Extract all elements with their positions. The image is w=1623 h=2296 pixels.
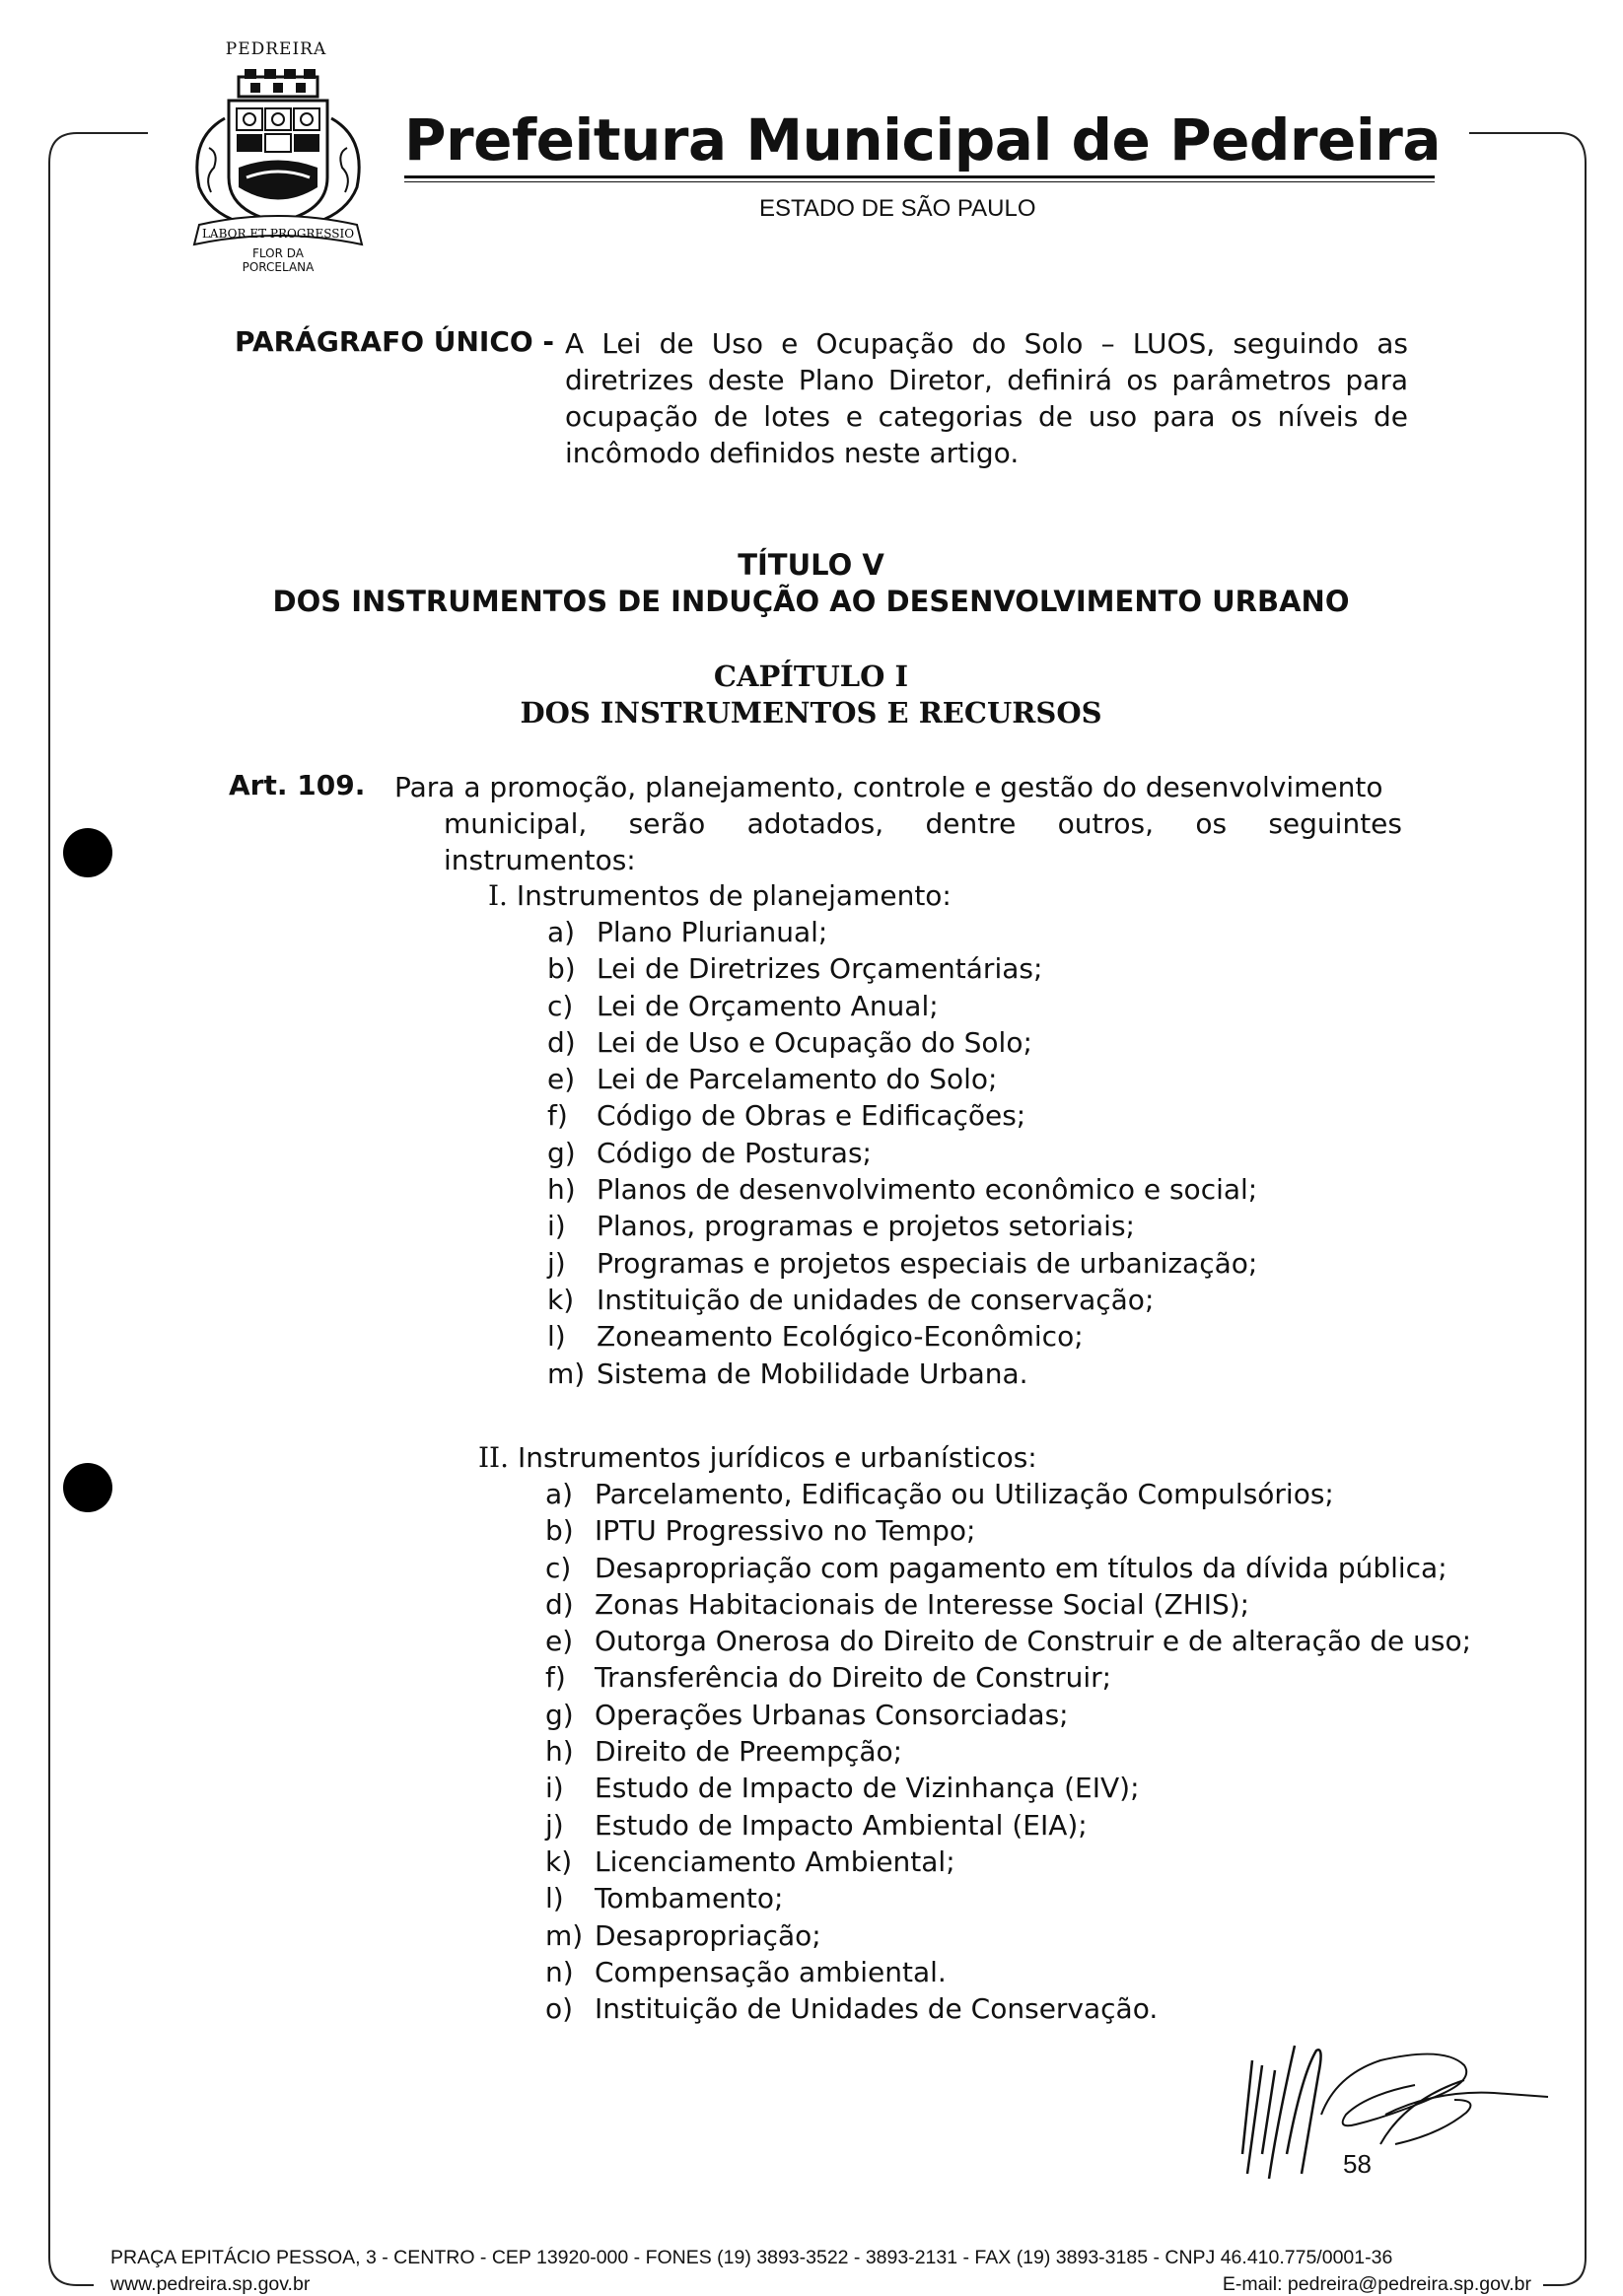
list-item-text: Direito de Preempção; [595, 1735, 903, 1769]
binder-punch-hole [63, 1463, 112, 1512]
list-item-letter: d) [547, 1025, 576, 1059]
section-roman-numeral: I. [488, 879, 508, 912]
list-item-letter: i) [547, 1210, 566, 1243]
state-subtitle: ESTADO DE SÃO PAULO [759, 195, 1036, 222]
list-item-text: Sistema de Mobilidade Urbana. [597, 1357, 1028, 1390]
binder-punch-hole [63, 828, 112, 877]
article-label: Art. 109. [229, 769, 366, 801]
section-juridicos-urbanisticos [478, 1439, 1482, 2027]
list-item [545, 1623, 1482, 1659]
instrument-list [545, 1476, 1482, 2027]
list-item-text: Estudo de Impacto Ambiental (EIA); [595, 1808, 1088, 1842]
list-item [545, 1697, 1482, 1733]
list-item-text: Licenciamento Ambiental; [595, 1844, 955, 1878]
section-heading-text: Instrumentos jurídicos e urbanísticos: [517, 1441, 1037, 1474]
list-item-text: Código de Posturas; [597, 1136, 872, 1169]
list-item [547, 1061, 1257, 1097]
capitulo-heading: CAPÍTULO I [713, 660, 909, 693]
article-text-line2: municipal, serão adotados, dentre outros, os seguintes instrumentos: [444, 807, 1402, 876]
title-rule-thin [404, 181, 1435, 182]
list-item-text: Instituição de unidades de conservação; [597, 1283, 1155, 1316]
list-item-text: Lei de Parcelamento do Solo; [597, 1063, 998, 1096]
list-item-letter: i) [545, 1772, 564, 1805]
list-item-letter: h) [545, 1735, 574, 1769]
list-item-text: Zoneamento Ecológico-Econômico; [597, 1320, 1084, 1354]
list-item [545, 1807, 1482, 1844]
list-item-text: Transferência do Direito de Construir; [595, 1661, 1112, 1695]
list-item-letter: a) [547, 916, 576, 948]
list-item-letter: c) [547, 989, 574, 1022]
section-heading [478, 1439, 1482, 1476]
list-item-text: Desapropriação; [595, 1918, 821, 1952]
list-item-letter: b) [545, 1514, 574, 1548]
list-item-text: Planos, programas e projetos setoriais; [597, 1210, 1135, 1243]
list-item [545, 1512, 1482, 1549]
list-item-text: Lei de Orçamento Anual; [597, 989, 939, 1022]
list-item-text: Plano Plurianual; [597, 916, 828, 948]
list-item-letter: f) [545, 1661, 566, 1695]
list-item [547, 1318, 1257, 1355]
list-item-text: Operações Urbanas Consorciadas; [595, 1698, 1069, 1731]
list-item-letter: b) [547, 952, 576, 986]
list-item-text: Tombamento; [595, 1882, 784, 1915]
article-text [394, 769, 1402, 878]
list-item [547, 1097, 1257, 1134]
list-item [547, 1245, 1257, 1282]
list-item-letter: j) [547, 1246, 566, 1280]
list-item-letter: m) [545, 1918, 584, 1952]
capitulo-subheading: DOS INSTRUMENTOS E RECURSOS [520, 696, 1102, 730]
list-item [547, 1208, 1257, 1244]
list-item-letter: c) [545, 1551, 572, 1584]
list-item [545, 1844, 1482, 1880]
section-roman-numeral: II. [478, 1441, 510, 1474]
list-item-text: Compensação ambiental. [595, 1955, 947, 1988]
list-item-letter: e) [547, 1063, 576, 1096]
list-item [547, 1356, 1257, 1392]
section-heading [488, 877, 1257, 914]
list-item-letter: g) [547, 1136, 576, 1169]
list-item-text: Planos de desenvolvimento econômico e social; [597, 1173, 1258, 1207]
list-item-text: Outorga Onerosa do Direito de Construir e de alteração de uso; [595, 1625, 1472, 1658]
list-item [547, 1282, 1257, 1318]
titulo-heading: TÍTULO V [738, 548, 884, 582]
list-item [545, 1917, 1482, 1954]
crest-caption-line1: FLOR DA [252, 246, 304, 260]
list-item-letter: g) [545, 1698, 574, 1731]
handwritten-signature [1208, 2006, 1573, 2184]
list-item-letter: k) [547, 1283, 575, 1316]
list-item-text: Desapropriação com pagamento em títulos da dívida pública; [595, 1551, 1447, 1584]
list-item [545, 1586, 1482, 1623]
paragrafo-unico-label: PARÁGRAFO ÚNICO - [235, 325, 555, 358]
list-item-letter: n) [545, 1955, 574, 1988]
list-item-text: Programas e projetos especiais de urbanização; [597, 1246, 1258, 1280]
list-item [545, 1476, 1482, 1512]
list-item-letter: l) [545, 1882, 564, 1915]
footer-website-link[interactable]: www.pedreira.sp.gov.br [110, 2273, 311, 2295]
list-item [547, 950, 1257, 987]
list-item-letter: h) [547, 1173, 576, 1207]
page-title: Prefeitura Municipal de Pedreira [404, 106, 1441, 174]
instrument-list [547, 914, 1257, 1392]
footer-email-link[interactable]: E-mail: pedreira@pedreira.sp.gov.br [1222, 2273, 1531, 2295]
list-item-text: Estudo de Impacto de Vizinhança (EIV); [595, 1772, 1140, 1805]
list-item-letter: f) [547, 1099, 568, 1133]
list-item-letter: d) [545, 1587, 574, 1621]
list-item [545, 1954, 1482, 1990]
list-item [545, 1550, 1482, 1586]
list-item-text: Parcelamento, Edificação ou Utilização Compulsórios; [595, 1478, 1334, 1510]
list-item-letter: a) [545, 1478, 574, 1510]
list-item-letter: e) [545, 1625, 574, 1658]
list-item [545, 1880, 1482, 1916]
titulo-subheading: DOS INSTRUMENTOS DE INDUÇÃO AO DESENVOLVIMENTO URBANO [272, 585, 1350, 618]
list-item-text: Zonas Habitacionais de Interesse Social (ZHIS); [595, 1587, 1250, 1621]
list-item-letter: j) [545, 1808, 564, 1842]
article-text-line1: Para a promoção, planejamento, controle e gestão do desenvolvimento [394, 771, 1383, 803]
footer-address: PRAÇA EPITÁCIO PESSOA, 3 - CENTRO - CEP 13920-000 - FONES (19) 3893-3522 - 3893-2131 - FAX (19) 3893-3185 - CNPJ 46.410.775/0001-36 [110, 2247, 1393, 2268]
list-item [547, 988, 1257, 1024]
crest-caption [219, 246, 337, 274]
list-item [545, 1770, 1482, 1806]
list-item-letter: o) [545, 1992, 574, 2026]
list-item-letter: m) [547, 1357, 586, 1390]
list-item-letter: l) [547, 1320, 566, 1354]
section-heading-text: Instrumentos de planejamento: [516, 879, 952, 912]
list-item-letter: k) [545, 1844, 573, 1878]
list-item-text: Código de Obras e Edificações; [597, 1099, 1026, 1133]
crest-top-text: PEDREIRA [225, 39, 327, 59]
municipal-crest-logo [160, 39, 396, 281]
title-rule-thick [404, 175, 1435, 178]
page-number: 58 [1343, 2149, 1372, 2179]
list-item [547, 1024, 1257, 1061]
list-item [547, 1135, 1257, 1171]
list-item-text: Lei de Diretrizes Orçamentárias; [597, 952, 1043, 986]
crest-caption-line2: PORCELANA [242, 260, 315, 274]
section-planejamento [488, 877, 1257, 1392]
list-item-text: Lei de Uso e Ocupação do Solo; [597, 1025, 1032, 1059]
list-item-text: Instituição de Unidades de Conservação. [595, 1992, 1159, 2026]
list-item [547, 1171, 1257, 1208]
list-item [545, 1733, 1482, 1770]
paragrafo-unico-text: A Lei de Uso e Ocupação do Solo – LUOS, seguindo as diretrizes deste Plano Diretor, definirá os parâmetros para ocupação de lotes e categorias de uso para os níveis de incômodo definidos neste artigo. [565, 327, 1408, 469]
svg-text:LABOR ET PROGRESSIO: LABOR ET PROGRESSIO [201, 227, 355, 241]
list-item-text: IPTU Progressivo no Tempo; [595, 1514, 976, 1548]
list-item [545, 1659, 1482, 1696]
list-item [547, 914, 1257, 950]
